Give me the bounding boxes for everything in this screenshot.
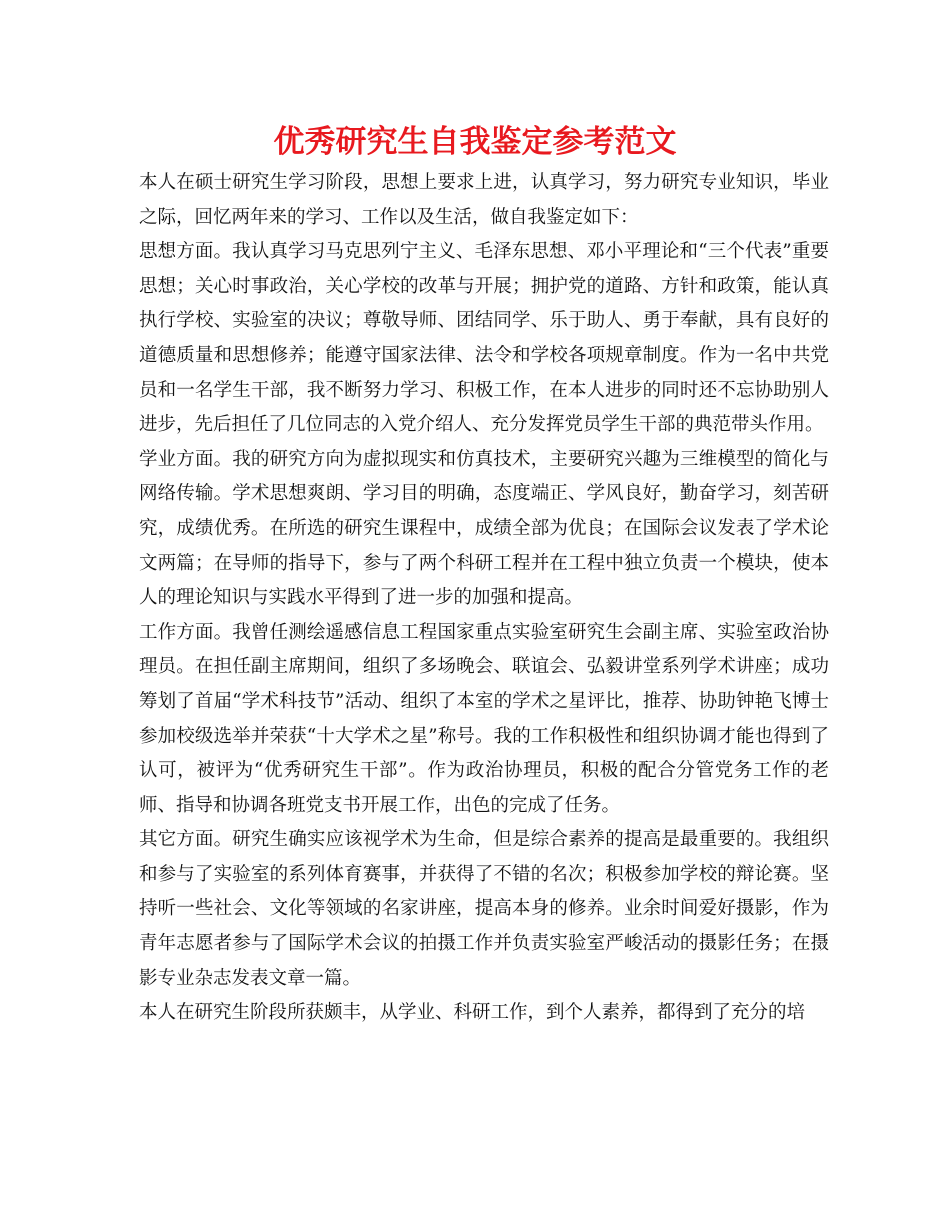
document-body [139,166,829,1031]
paragraph-other: 其它方面。研究生确实应该视学术为生命，但是综合素养的提高是最重要的。我组织和参与了实验室的系列体育赛事，并获得了不错的名次；积极参加学校的辩论赛。坚持听一些社会、文化等领域的名家讲座，提高本身的修养。业余时间爱好摄影，作为青年志愿者参与了国际学术会议的拍摄工作并负责实验室严峻活动的摄影任务；在摄影专业杂志发表文章一篇。 [139,829,829,989]
document-title: 优秀研究生自我鉴定参考范文 [273,124,677,160]
paragraph-academics: 学业方面。我的研究方向为虚拟现实和仿真技术，主要研究兴趣为三维模型的简化与网络传输。学术思想爽朗、学习目的明确，态度端正、学风良好，勤奋学习，刻苦研究，成绩优秀。在所选的研究生课程中，成绩全部为优良；在国际会议发表了学术论文两篇；在导师的指导下，参与了两个科研工程并在工程中独立负责一个模块，使本人的理论知识与实践水平得到了进一步的加强和提高。 [139,448,829,609]
paragraph-ideology: 思想方面。我认真学习马克思列宁主义、毛泽东思想、邓小平理论和“三个代表”重要思想；关心时事政治，关心学校的改革与开展；拥护党的道路、方针和政策，能认真执行学校、实验室的决议；尊敬导师、团结同学、乐于助人、勇于奉献，具有良好的道德质量和思想修养；能遵守国家法律、法令和学校各项规章制度。作为一名中共党员和一名学生干部，我不断努力学习、积极工作，在本人进步的同时还不忘协助别人进步，先后担任了几位同志的入党介绍人、充分发挥党员学生干部的典范带头作用。 [139,241,829,436]
paragraph-work: 工作方面。我曾任测绘遥感信息工程国家重点实验室研究生会副主席、实验室政治协理员。在担任副主席期间，组织了多场晚会、联谊会、弘毅讲堂系列学术讲座；成功筹划了首届“学术科技节”活动、组织了本室的学术之星评比，推荐、协助钟艳飞博士参加校级选举并荣获“十大学术之星”称号。我的工作积极性和组织协调才能也得到了认可，被评为“优秀研究生干部”。作为政治协理员，积极的配合分管党务工作的老师、指导和协调各班党支书开展工作，出色的完成了任务。 [139,621,829,816]
paragraph-summary: 本人在研究生阶段所获颇丰，从学业、科研工作，到个人素养，都得到了充分的培 [139,1002,806,1024]
paragraph-intro: 本人在硕士研究生学习阶段，思想上要求上进，认真学习，努力研究专业知识，毕业之际，回忆两年来的学习、工作以及生活，做自我鉴定如下： [139,172,829,228]
